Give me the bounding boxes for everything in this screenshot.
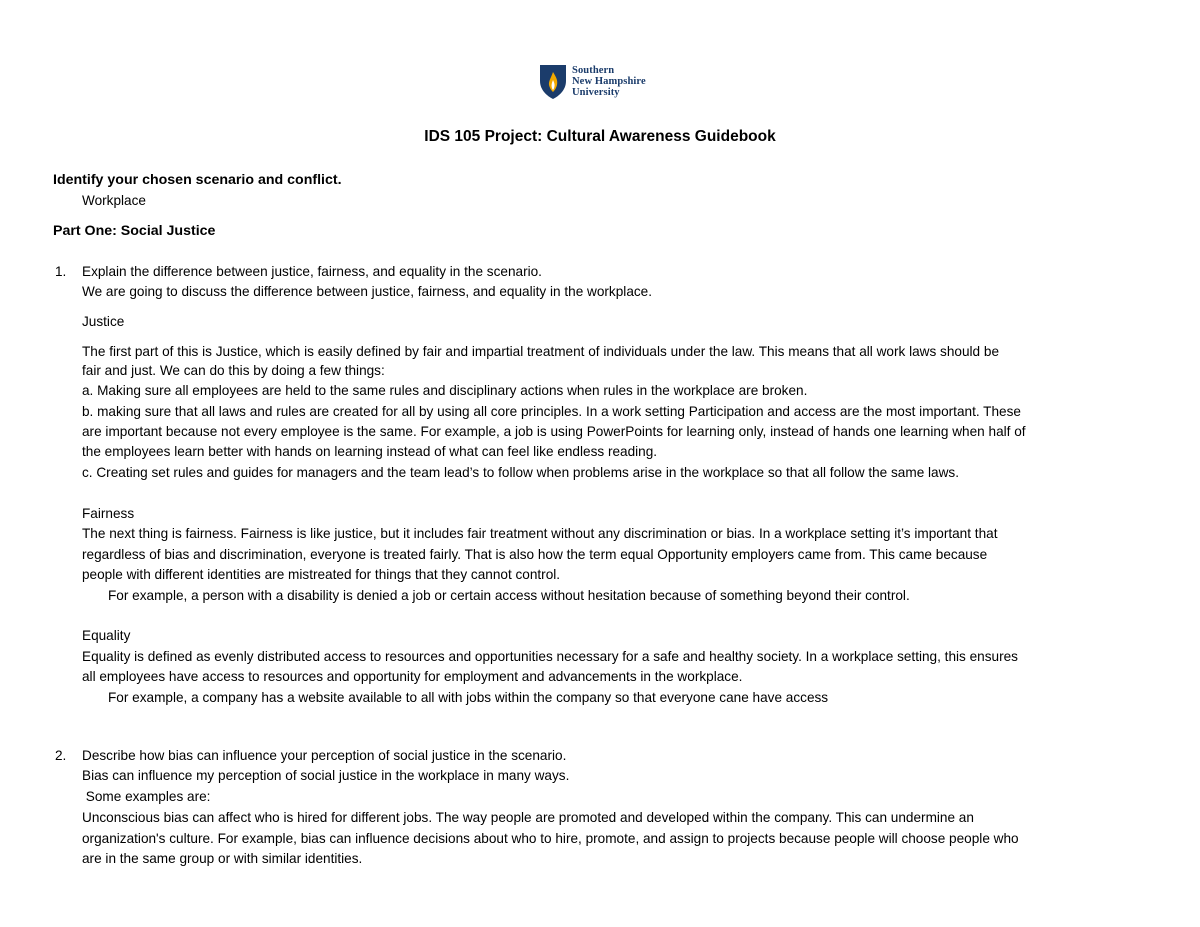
- q1-question: Explain the difference between justice, fairness, and equality in the scenario.: [82, 264, 542, 279]
- logo-line-2: New Hampshire: [572, 76, 646, 87]
- justice-label: Justice: [82, 314, 125, 329]
- fairness-example: For example, a person with a disability is denied a job or certain access without hesitation because of something beyond their control.: [108, 588, 910, 603]
- justice-line: c. Creating set rules and guides for managers and the team lead’s to follow when problems arise in the workplace so that all follow the same laws.: [82, 465, 960, 480]
- equality-example: For example, a company has a website available to all with jobs within the company so that everyone cane have access: [108, 690, 829, 705]
- university-logo: [539, 64, 646, 100]
- part-one-heading: Part One: Social Justice: [53, 223, 216, 239]
- justice-line: fair and just. We can do this by doing a few things:: [82, 363, 385, 378]
- q2-line: are in the same group or with similar identities.: [82, 851, 363, 866]
- logo-line-1: Southern: [572, 65, 615, 76]
- justice-line: the employees learn better with hands on learning instead of what can feel like endless reading.: [82, 444, 658, 459]
- logo-line-3: University: [572, 87, 620, 98]
- justice-line: b. making sure that all laws and rules are created for all by using all core principles. In a work setting Participation and access are the most important. These: [82, 404, 1021, 419]
- q2-question: Describe how bias can influence your perception of social justice in the scenario.: [82, 748, 567, 763]
- justice-line: The first part of this is Justice, which is easily defined by fair and impartial treatment of individuals under the law. This means that all work laws should be: [82, 344, 1000, 359]
- q2-line: organization's culture. For example, bias can influence decisions about who to hire, promote, and assign to projects because people will choose people who: [82, 831, 1019, 846]
- shield-flame-icon: [539, 64, 567, 100]
- page-title: IDS 105 Project: Cultural Awareness Guidebook: [424, 128, 776, 145]
- fairness-line: regardless of bias and discrimination, everyone is treated fairly. That is also how the term equal Opportunity employers came from. This came because: [82, 547, 988, 562]
- q2-line: Unconscious bias can affect who is hired for different jobs. The way people are promoted and developed within the company. This can undermine an: [82, 810, 974, 825]
- justice-line: are important because not every employee is the same. For example, a job is using PowerPoints for learning only, instead of hands one learning when half of: [82, 424, 1026, 439]
- q2-line: Bias can influence my perception of social justice in the workplace in many ways.: [82, 768, 570, 783]
- fairness-label: Fairness: [82, 506, 135, 521]
- q1-intro: We are going to discuss the difference between justice, fairness, and equality in the workplace.: [82, 284, 653, 299]
- q2-number: 2.: [55, 748, 67, 763]
- equality-label: Equality: [82, 628, 131, 643]
- justice-line: a. Making sure all employees are held to the same rules and disciplinary actions when rules in the workplace are broken.: [82, 383, 808, 398]
- scenario-heading: Identify your chosen scenario and conflict.: [53, 172, 342, 188]
- fairness-line: The next thing is fairness. Fairness is like justice, but it includes fair treatment without any discrimination or bias. In a workplace setting it’s important that: [82, 526, 998, 541]
- q2-line: Some examples are:: [82, 789, 211, 804]
- fairness-line: people with different identities are mistreated for things that they cannot control.: [82, 567, 561, 582]
- equality-line: Equality is defined as evenly distributed access to resources and opportunities necessary for a safe and healthy society. In a workplace setting, this ensures: [82, 649, 1018, 664]
- scenario-answer: Workplace: [82, 193, 146, 208]
- q1-number: 1.: [55, 264, 67, 279]
- equality-line: all employees have access to resources and opportunity for employment and advancements in the workplace.: [82, 669, 743, 684]
